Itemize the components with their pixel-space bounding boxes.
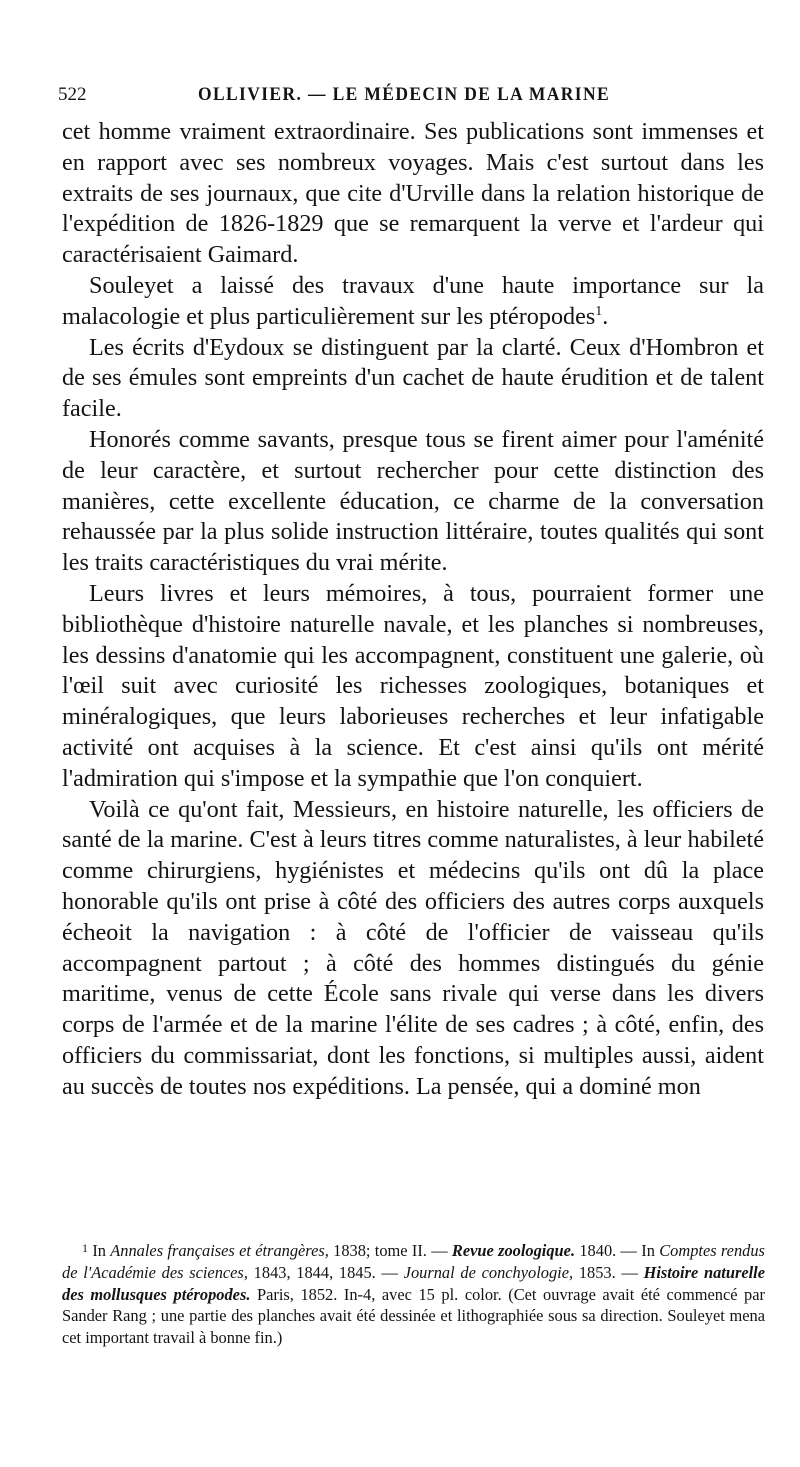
paragraph-continued: cet homme vraiment extraordinaire. Ses publications sont immenses et en rapport avec ses nombreux voyages. Mais c'est surtout dans les extraits de ses journaux, que cite d'Urville dans la relation historique de l'expédition de 1826-1829 que se remarquent la verve et l'ardeur qui caractérisaient Gaimard. (62, 118, 764, 269)
paragraph-text: Souleyet a laissé des travaux d'une haute importance sur la malacologie et plus particulièrement sur les ptéropodes (62, 271, 764, 330)
running-title: OLLIVIER. — LE MÉDECIN DE LA MARINE (198, 84, 611, 105)
fn-text: 1843, 1844, 1845. — (253, 1262, 398, 1282)
fn-text: Paris, 1852. In-4, avec 15 pl. color. (Cet ouvrage avait été commencé par Sander Rang ; une partie des planches avait été dessinée et lithographiée sous sa direction. Souleyet mena cet important travail à bonne fin.) (62, 1284, 765, 1348)
main-text (62, 117, 764, 1103)
page-number: 522 (58, 84, 87, 105)
paragraph-souleyet (62, 271, 764, 333)
footnote-reference: 1 (595, 303, 603, 319)
fn-title: Comptes rendus de l'Académie des sciences, (62, 1241, 765, 1282)
fn-text: 1853. — (578, 1262, 638, 1282)
footnote-1 (62, 1238, 765, 1349)
fn-title: Histoire naturelle des mollusques ptéropodes. (62, 1262, 766, 1304)
footnotes (62, 1238, 765, 1349)
fn-text: 1838; tome II. — (333, 1241, 448, 1260)
page-header (58, 80, 758, 110)
fn-text: 1840. — In (579, 1241, 655, 1260)
footnote-mark: 1 (82, 1241, 88, 1255)
paragraph-honores: Honorés comme savants, presque tous se firent aimer pour l'aménité de leur caractère, et surtout rechercher pour cette distinction des manières, cette excellente éducation, ce charme de la conversation rehaussée par la plus solide instruction littéraire, toutes qualités qui sont les traits caractéristiques du vrai mérite. (62, 425, 764, 577)
fn-title: Journal de conchyologie, (403, 1262, 574, 1282)
paragraph-livres: Leurs livres et leurs mémoires, à tous, pourraient former une bibliothèque d'histoire naturelle navale, et les planches si nombreuses, les dessins d'anatomie qui les accompagnent, constituent une galerie, où l'œil suit avec curiosité les richesses zoologiques, botaniques et minéralogiques, que leurs laborieuses recherches et leur infatigable activité ont acquises à la science. Et c'est ainsi qu'ils ont mérité l'admiration qui s'impose et la sympathie que l'on conquiert. (62, 579, 764, 792)
fn-text: In (92, 1241, 106, 1260)
fn-title: Annales françaises et étrangères, (110, 1241, 329, 1260)
fn-title: Revue zoologique. (451, 1241, 576, 1260)
paragraph-end: . (602, 302, 609, 330)
paragraph-eydoux: Les écrits d'Eydoux se distinguent par la clarté. Ceux d'Hombron et de ses émules sont empreints d'un cachet de haute érudition et de talent facile. (62, 333, 764, 423)
paragraph-voila: Voilà ce qu'ont fait, Messieurs, en histoire naturelle, les officiers de santé de la marine. C'est à leurs titres comme naturalistes, à leur habileté comme chirurgiens, hygiénistes et médecins qu'ils ont dû la place honorable qu'ils ont prise à côté des officiers des autres corps auxquels écheoit la navigation : à côté de l'officier de vaisseau qu'ils accompagnent partout ; à côté des hommes distingués du génie maritime, venus de cette École sans rivale qui verse dans les divers corps de l'armée et de la marine l'élite de ses cadres ; à côté, enfin, des officiers du commissariat, dont les fonctions, si multiples aussi, aident au succès de toutes nos expéditions. La pensée, qui a dominé mon (62, 795, 764, 1100)
